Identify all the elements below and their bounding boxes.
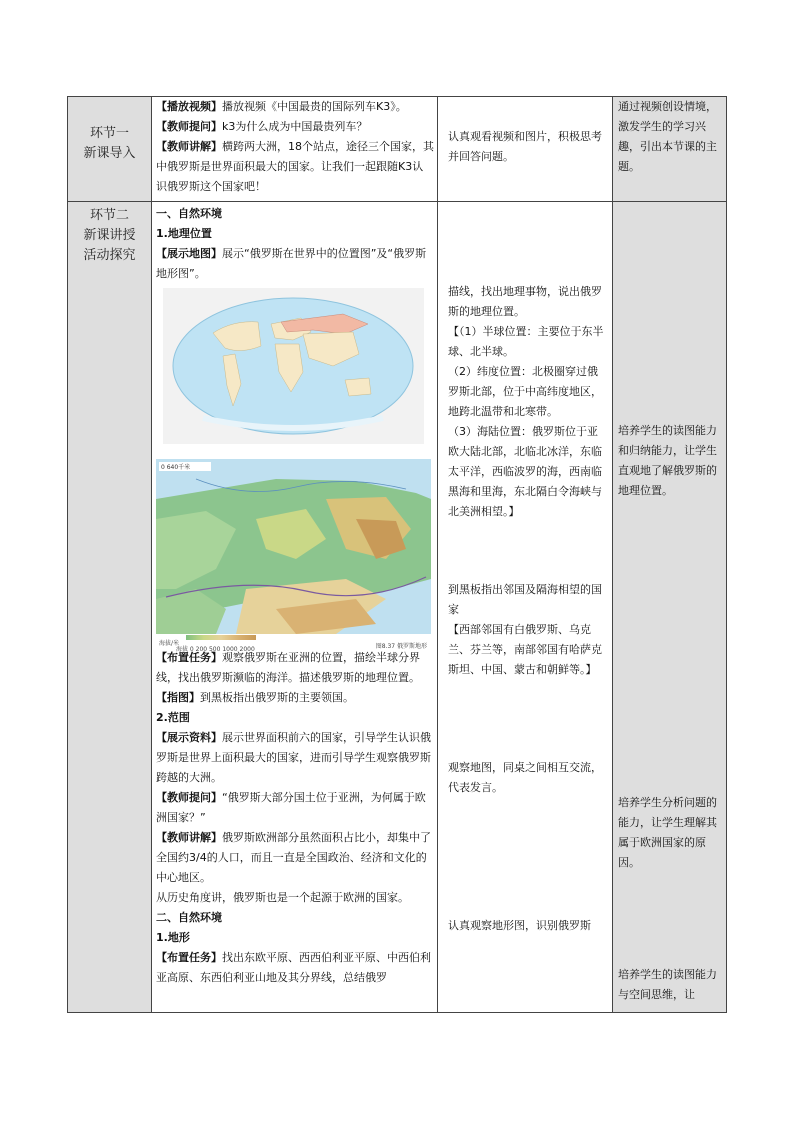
map-legend [156, 634, 431, 653]
stage-cell [68, 202, 152, 1013]
paragraph: 通过视频创设情境，激发学生的学习兴趣，引出本节课的主题。 [618, 100, 717, 173]
paragraph: 【布置任务】观察俄罗斯在亚洲的位置，描绘半球分界线，找出俄罗斯濒临的海洋。描述俄罗斯的地理位置。 [156, 651, 420, 684]
student-activity-cell [438, 202, 613, 1013]
paragraph: 【教师提问】k3为什么成为中国最贵列车？ [156, 120, 368, 133]
paragraph: 培养学生分析问题的能力，让学生理解其属于欧洲国家的原因。 [618, 796, 717, 869]
section-heading: 二、自然环境 [156, 911, 222, 924]
subheading: 1.地理位置 [156, 227, 212, 240]
paragraph: 【展示资料】展示世界面积前六的国家，引导学生认识俄罗斯是世界上面积最大的国家，进而引导学生观察俄罗斯跨越的大洲。 [156, 731, 431, 784]
paragraph: 观察地图，同桌之间相互交流，代表发言。 [448, 761, 602, 794]
paragraph: 从历史角度讲，俄罗斯也是一个起源于欧洲的国家。 [156, 891, 409, 904]
design-intent-cell [613, 97, 727, 202]
teacher-activity-cell [152, 202, 438, 1013]
table-row [68, 97, 727, 202]
stage-subtitle: 新课讲授 [83, 228, 136, 243]
world-map-image [163, 288, 424, 444]
teacher-activity-cell [152, 97, 438, 202]
design-intent-cell [613, 202, 727, 1013]
section-heading: 一、自然环境 [156, 207, 222, 220]
russia-terrain-map-image [156, 459, 431, 634]
stage-subtitle: 活动探究 [83, 248, 136, 263]
subheading: 2.范围 [156, 711, 190, 724]
paragraph: 【教师讲解】横跨两大洲，18个站点，途径三个国家，其中俄罗斯是世界面积最大的国家。让我们一起跟随K3认识俄罗斯这个国家吧！ [156, 140, 434, 193]
paragraph: 【展示地图】展示“俄罗斯在世界中的位置图”及“俄罗斯地形图”。 [156, 247, 427, 280]
stage-title: 环节一 [89, 126, 129, 141]
paragraph: （2）纬度位置：北极圈穿过俄罗斯北部，位于中高纬度地区，地跨北温带和北寒带。 [448, 365, 602, 418]
paragraph: 认真观察地形图，识别俄罗斯 [448, 919, 591, 932]
map-caption: 图8.37 俄罗斯地形 [375, 643, 427, 650]
stage-cell [68, 97, 152, 202]
subheading: 1.地形 [156, 931, 190, 944]
paragraph: 【教师讲解】俄罗斯欧洲部分虽然面积占比小，却集中了全国约3/4的人口，而且一直是全国政治、经济和文化的中心地区。 [156, 831, 431, 884]
table-row [68, 202, 727, 1013]
paragraph: 【布置任务】找出东欧平原、西西伯利亚平原、中西伯利亚高原、东西伯利亚山地及其分界线，总结俄罗 [156, 951, 431, 984]
student-activity-cell [438, 97, 613, 202]
paragraph: 培养学生的读图能力和归纳能力，让学生直观地了解俄罗斯的地理位置。 [618, 424, 717, 497]
lesson-plan-table [67, 96, 727, 1013]
paragraph: 认真观看视频和图片，积极思考并回答问题。 [448, 130, 602, 163]
paragraph: 【西部邻国有白俄罗斯、乌克兰、芬兰等，南部邻国有哈萨克斯坦、中国、蒙古和朝鲜等。】 [448, 623, 602, 676]
paragraph: 到黑板指出邻国及隔海相望的国家 [448, 583, 602, 616]
paragraph: 【（1）半球位置：主要位于东半球、北半球。 [448, 325, 604, 358]
paragraph: 【教师提问】“俄罗斯大部分国土位于亚洲，为何属于欧洲国家？” [156, 791, 426, 824]
paragraph: （3）海陆位置：俄罗斯位于亚欧大陆北部，北临北冰洋，东临太平洋，西临波罗的海，西南临黑海和里海，东北隔白令海峡与北美洲相望。】 [448, 425, 602, 518]
legend-label: 海拔/米 [159, 640, 180, 647]
stage-title: 环节二 [89, 208, 129, 223]
stage-subtitle: 新课导入 [83, 146, 136, 161]
legend-ticks: 海拔 0 200 500 1000 2000 [176, 646, 255, 653]
paragraph: 培养学生的读图能力与空间思维，让 [618, 968, 717, 1001]
paragraph: 【指图】到黑板指出俄罗斯的主要领国。 [156, 691, 354, 704]
paragraph: 【播放视频】播放视频《中国最贵的国际列车K3》。 [156, 100, 407, 113]
paragraph: 描线，找出地理事物，说出俄罗斯的地理位置。 [448, 285, 602, 318]
map-scale: 0 640千米 [161, 464, 191, 471]
